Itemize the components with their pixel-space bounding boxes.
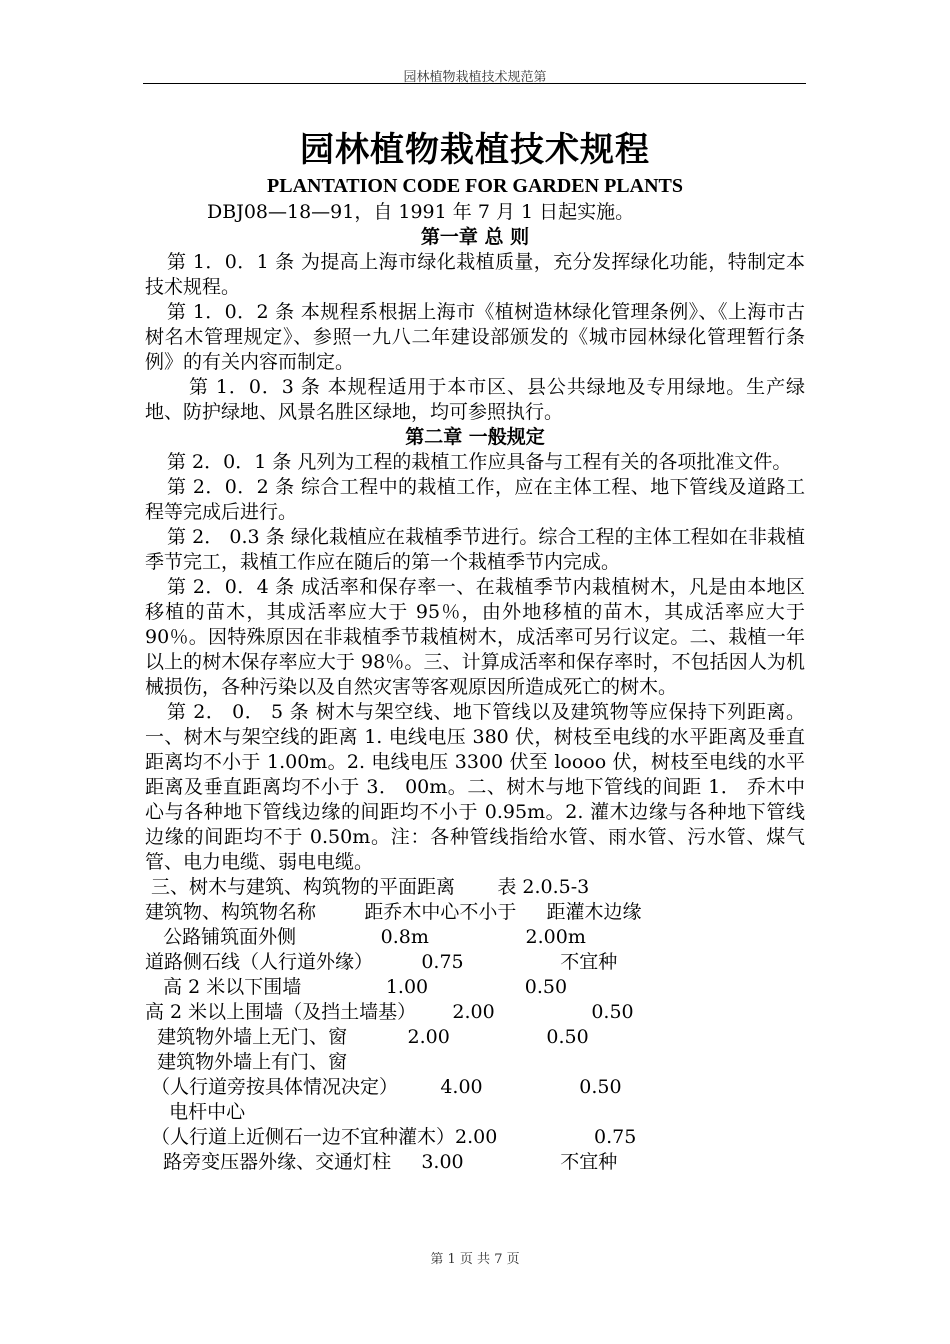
article-2-0-4: 第 2．0．4 条 成活率和保存率一、在栽植季节内栽植树木，凡是由本地区移植的苗木，其成活率应大于 95％，由外地移植的苗木，其成活率应大于 90％。因特殊原因在非栽植季节栽植树木，成活率可另行议定。二、栽植一年以上的树木保存率应大于 98％。三、计算成活率和保存率时，不包括因人为机械损伤，各种污染以及自然灾害等客观原因所造成死亡的树木。 [145,576,805,698]
document-body [145,128,805,1175]
header-divider [143,83,806,84]
article-2-0-3: 第 2． 0.3 条 绿化栽植应在栽植季节进行。综合工程的主体工程如在非栽植季节完工，栽植工作应在随后的第一个栽植季节内完成。 [145,526,805,573]
table-row: （人行道上近侧石一边不宜种灌木）2.00 0.75 [145,1126,637,1148]
article-2-0-5: 第 2． 0． 5 条 树木与架空线、地下管线以及建筑物等应保持下列距离。一、树木与架空线的距离 1. 电线电压 380 伏，树枝至电线的水平距离及垂直距离均不小于 1.00m。2. 电线电压 3300 伏至 loooo 伏，树枝至电线的水平距离及垂直距离均不小于 3． 00m。二、树木与地下管线的间距 1． 乔木中心与各种地下管线边缘的间距均不小于 0.95m。2. 灌木边缘与各种地下管线边缘的间距均不于 0.50m。注：各种管线指给水管、雨水管、污水管、煤气管、电力电缆、弱电电缆。 [145,701,805,873]
table-caption: 三、树木与建筑、构筑物的平面距离 表 2.0.5-3 [145,876,590,898]
table-header-row: 建筑物、构筑物名称 距乔木中心不小于 距灌木边缘 [145,901,642,923]
chapter-1-heading: 第一章 总 则 [420,226,530,248]
table-row: 电杆中心 [145,1101,246,1123]
document-title-english: PLANTATION CODE FOR GARDEN PLANTS [267,175,683,197]
article-1-0-2: 第 1．0．2 条 本规程系根据上海市《植树造林绿化管理条例》、《上海市古树名木管理规定》、参照一九八二年建设部颁发的《城市园林绿化管理暂行条例》的有关内容而制定。 [145,301,805,373]
table-row: 高 2 米以下围墙 1.00 0.50 [145,976,568,998]
chapter-2-heading: 第二章 一般规定 [405,426,545,448]
table-row: 高 2 米以上围墙（及挡土墙基） 2.00 0.50 [145,1001,634,1023]
document-title: 园林植物栽植技术规程 [300,130,650,170]
table-row: 路旁变压器外缘、交通灯柱 3.00 不宜种 [145,1151,618,1173]
table-row: 道路侧石线（人行道外缘） 0.75 不宜种 [145,951,618,973]
distance-table [145,875,805,1175]
table-row: 建筑物外墙上无门、窗 2.00 0.50 [145,1026,589,1048]
table-row: 公路铺筑面外侧 0.8m 2.00m [145,926,586,948]
article-2-0-1: 第 2．0．1 条 凡列为工程的栽植工作应具备与工程有关的各项批准文件。 [167,451,792,473]
page-number-footer: 第 1 页 共 7 页 [430,1252,520,1267]
standard-line: DBJ08—18—91，自 1991 年 7 月 1 日起实施。 [207,201,635,223]
table-row: （人行道旁按具体情况决定） 4.00 0.50 [145,1076,622,1098]
table-row: 建筑物外墙上有门、窗 [145,1051,348,1073]
article-1-0-1: 第 1．0．1 条 为提高上海市绿化栽植质量，充分发挥绿化功能，特制定本技术规程。 [145,251,805,298]
article-2-0-2: 第 2．0．2 条 综合工程中的栽植工作，应在主体工程、地下管线及道路工程等完成后进行。 [145,476,805,523]
article-1-0-3: 第 1．0．3 条 本规程适用于本市区、县公共绿地及专用绿地。生产绿地、防护绿地、风景名胜区绿地，均可参照执行。 [145,376,805,423]
running-header: 园林植物栽植技术规范第 [403,70,547,85]
